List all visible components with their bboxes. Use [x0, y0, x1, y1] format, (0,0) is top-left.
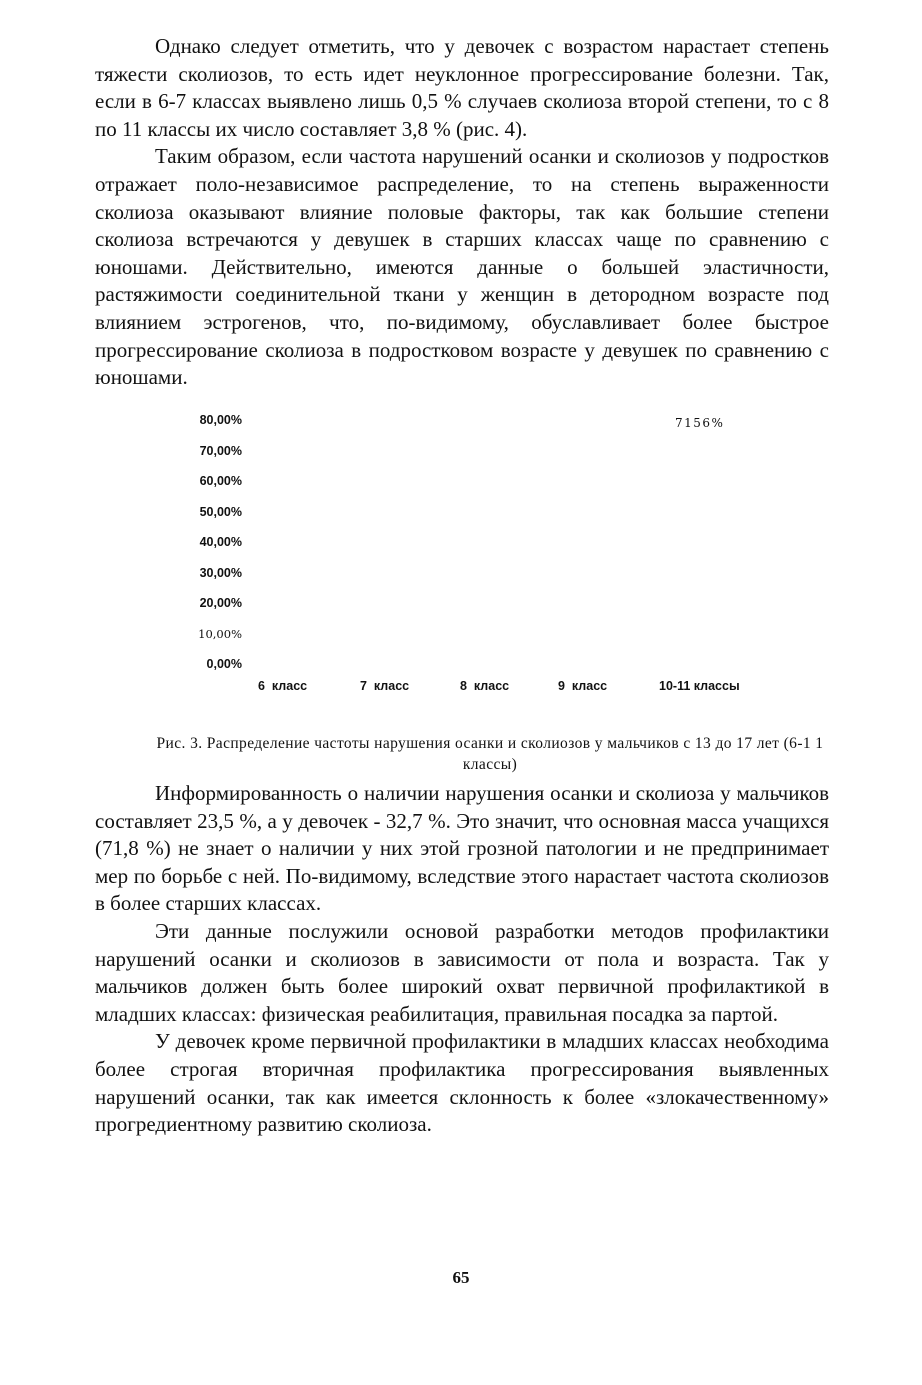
y-tick-label: 40,00% — [199, 535, 242, 549]
bar-chart — [180, 405, 780, 705]
y-tick-label: 10,00% — [198, 626, 242, 641]
page-number: 65 — [452, 1268, 470, 1287]
x-tick-label: 8 класс — [460, 679, 510, 693]
paragraph: Эти данные послужили основой разработки методов профилактики нарушений осанки и сколиозов в зависимости от пола и возраста. Так у мальчиков должен быть более широкий охват первичной профилактикой в младших классах: физическая реабилитация, правильная посадка за партой. — [95, 918, 829, 1026]
y-tick-label: 60,00% — [199, 474, 242, 488]
y-tick-label: 80,00% — [199, 413, 242, 427]
text-block-top — [95, 33, 829, 392]
y-tick-label: 30,00% — [199, 565, 242, 580]
y-tick-label: 20,00% — [199, 596, 242, 610]
x-tick-label: 10-11 классы — [659, 679, 740, 693]
paragraph: Информированность о наличии нарушения осанки и сколиоза у мальчиков составляет 23,5 %, а у девочек - 32,7 %. Это значит, что основная масса учащихся (71,8 %) не знает о наличии у них этой грозной патологии и не предпринимает мер по борьбе с ней. По-видимому, вследствие этого нарастает частота сколиозов в более старших классах. — [95, 781, 829, 916]
y-tick-label: 0,00% — [206, 657, 242, 671]
paragraph: Однако следует отметить, что у девочек с возрастом нарастает степень тяжести сколиозов, то есть идет неуклонное прогрессирование болезни. Так, если в 6-7 классах выявлено лишь 0,5 % случаев сколиоза второй степени, то с 8 по 11 классы их число составляет 3,8 % (рис. 4). — [95, 34, 829, 141]
x-tick-label: 6 класс — [258, 679, 308, 693]
x-tick-label: 9 класс — [558, 679, 608, 693]
x-tick-label: 7 класс — [360, 679, 410, 693]
y-tick-label: 50,00% — [199, 504, 242, 519]
paragraph: У девочек кроме первичной профилактики в младших классах необходима более строгая вторичная профилактика прогрессирования выявленных нарушений осанки, так как имеется склонность к более «злокачественному» прогредиентному развитию сколиоза. — [95, 1029, 829, 1137]
y-tick-label: 70,00% — [199, 443, 242, 458]
data-label: 7156% — [675, 416, 725, 430]
paragraph: Таким образом, если частота нарушений осанки и сколиозов у подростков отражает поло-независимое распределение, то на степень выраженности сколиоза оказывают влияние половые факторы, так как большие степени сколиоза встречаются у девушек в старших классах чаще по сравнению с юношами. Действительно, имеются данные о большей эластичности, растяжимости соединительной ткани у женщин в детородном возрасте под влиянием эстрогенов, что, по-видимому, обуславливает более быстрое прогрессирование сколиоза в подростковом возрасте у девушек по сравнению с юношами. — [95, 144, 829, 390]
text-block-bottom — [95, 780, 829, 1139]
figure-caption: Рис. 3. Распределение частоты нарушения осанки и сколиозов у мальчиков с 13 до 17 лет (6-1 1 классы) — [156, 735, 824, 773]
